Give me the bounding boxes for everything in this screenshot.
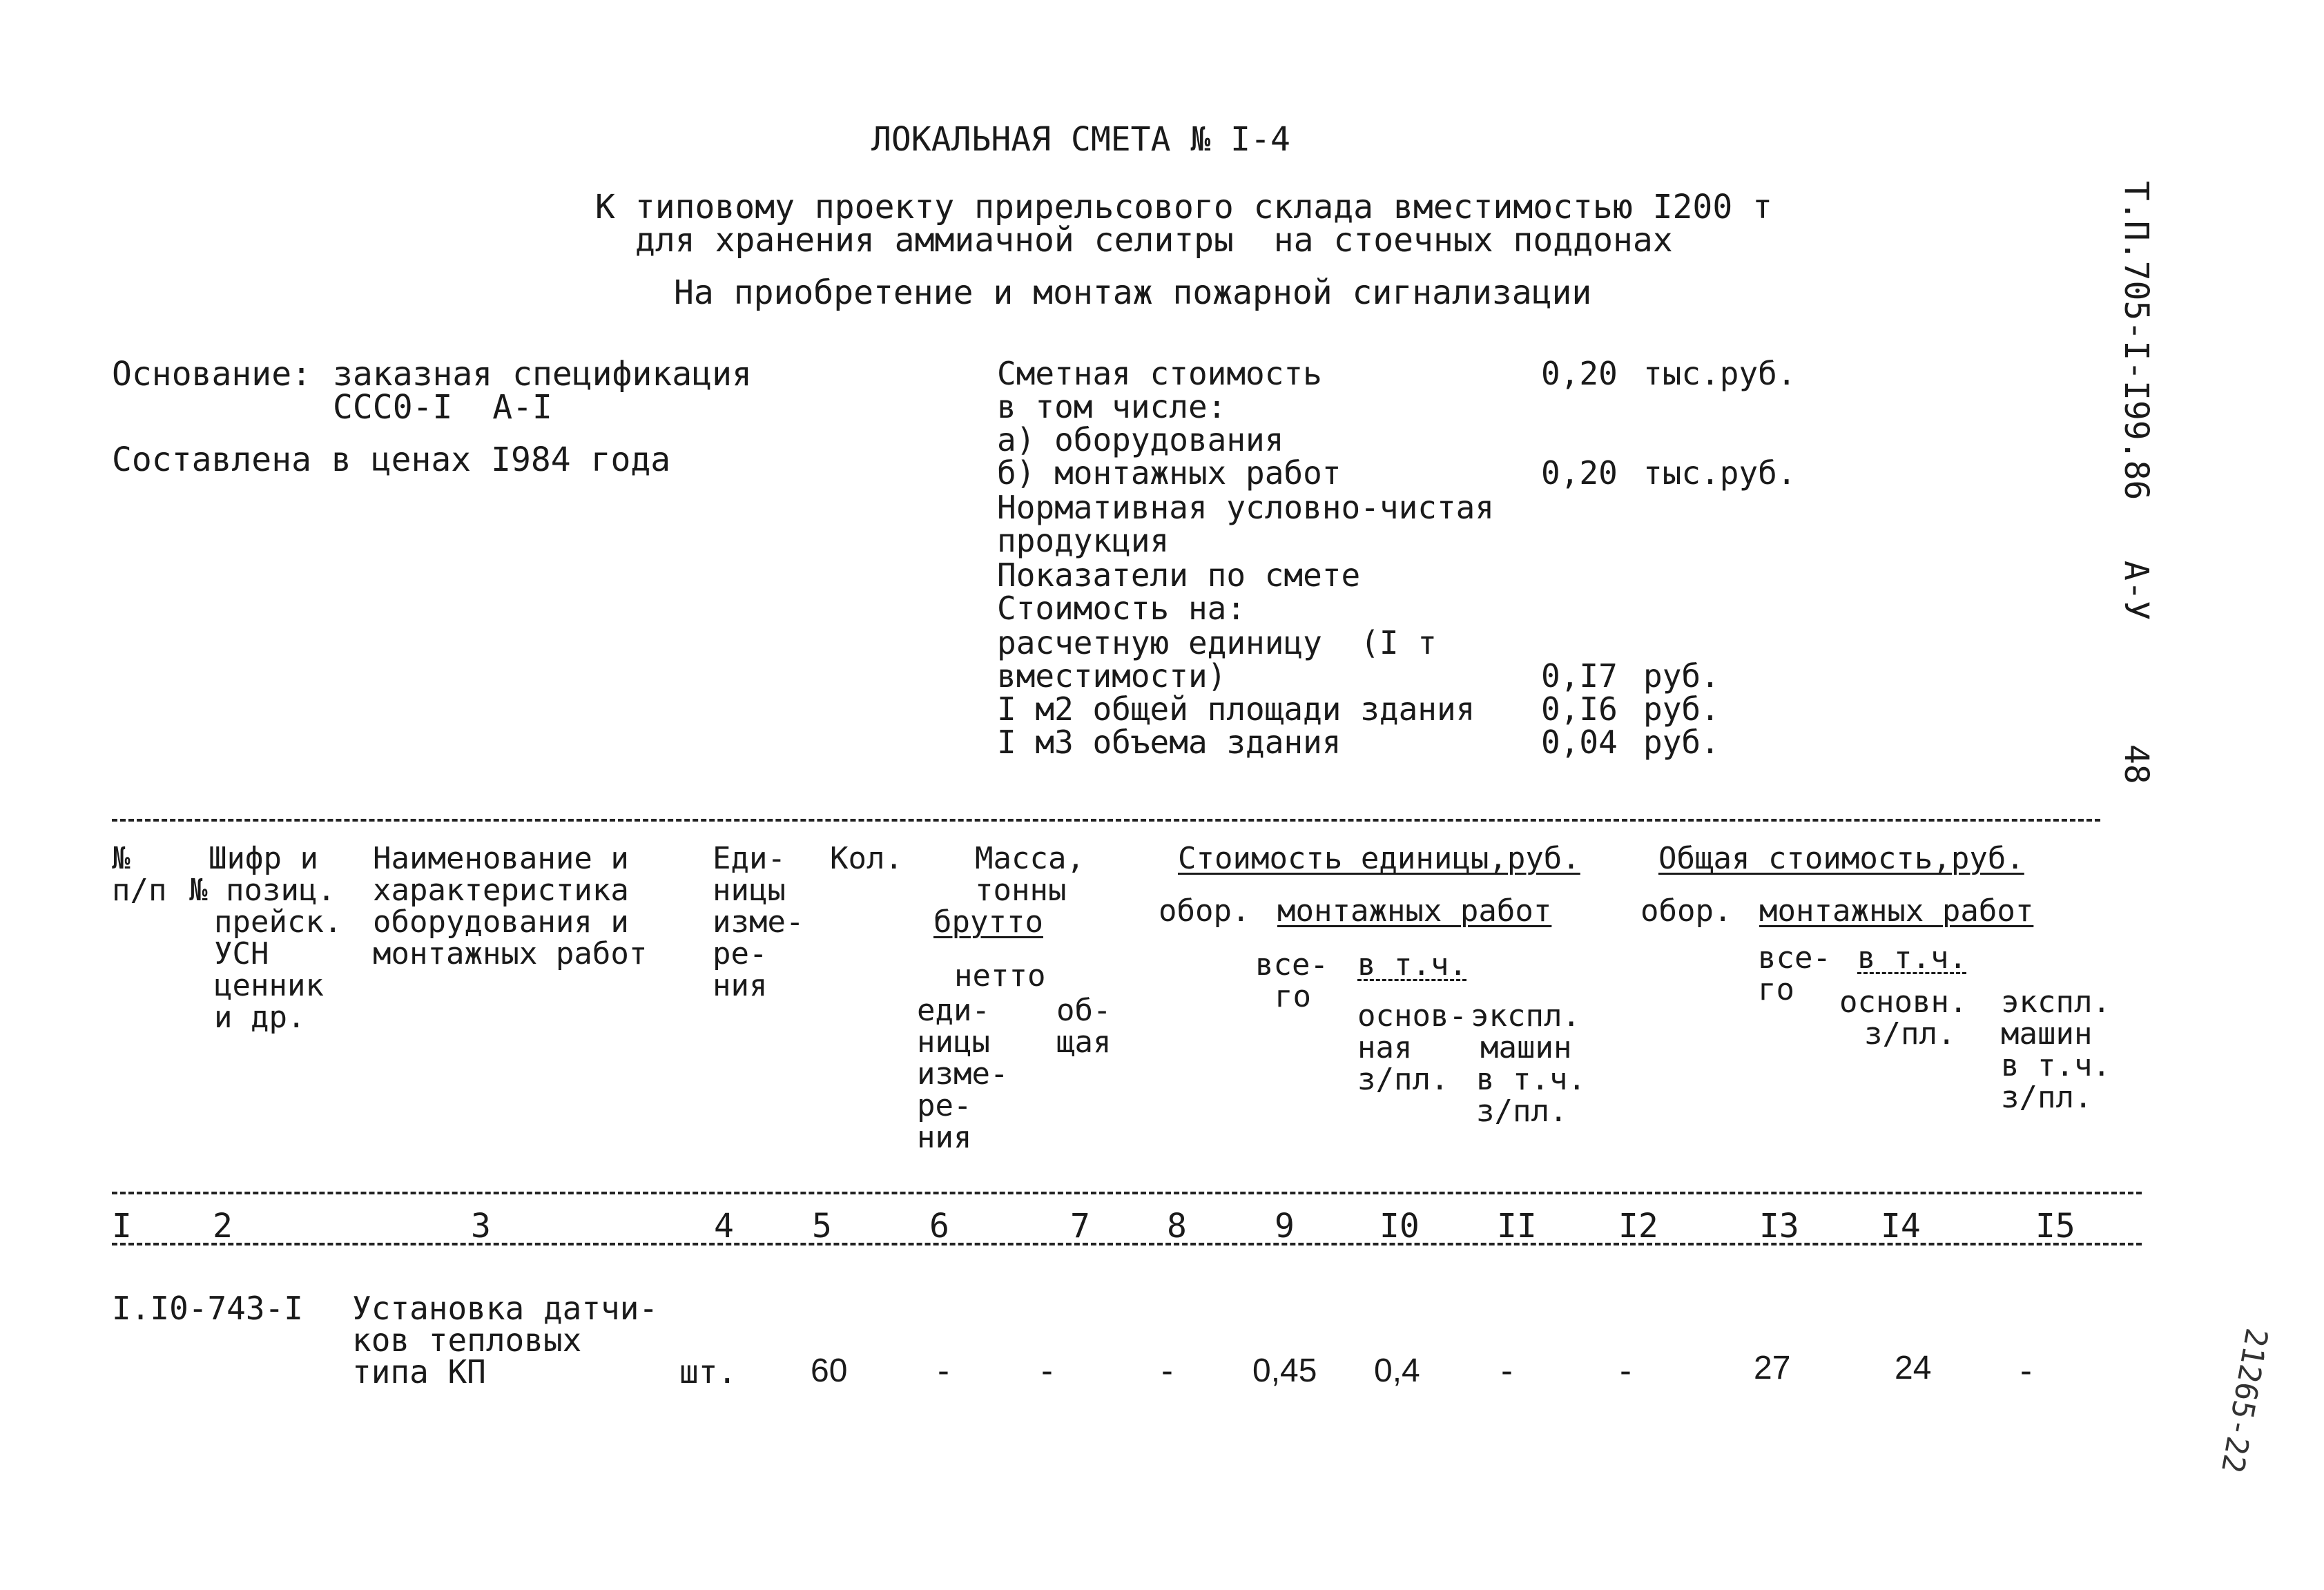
project-code-stamp: Т.П.705-I-I99.86 — [2117, 181, 2156, 501]
column-number: I0 — [1379, 1207, 1420, 1245]
installation-unit: тыс.руб. — [1643, 454, 1797, 492]
cost-line: Показатели по смете — [997, 556, 1361, 594]
total-machines-header: в т.ч. — [2001, 1048, 2111, 1083]
column-number: I3 — [1759, 1207, 1799, 1245]
prices-year: Составлена в ценах I984 года — [112, 440, 671, 479]
col3-header: характеристика — [373, 873, 629, 908]
unit-basic-header: з/пл. — [1357, 1062, 1449, 1097]
unit-incl-header: в т.ч. — [1357, 947, 1467, 982]
unit-install-header: монтажных работ — [1277, 893, 1552, 929]
col4-header: Еди- — [713, 841, 786, 876]
cost-line: Стоимость на: — [997, 590, 1246, 627]
column-number: I — [112, 1207, 132, 1245]
cost-line: продукция — [997, 522, 1170, 559]
column-numbers-dashed-line — [112, 1243, 2142, 1245]
column-number: 5 — [812, 1207, 832, 1245]
total-basic-header: з/пл. — [1864, 1016, 1956, 1051]
row-name-line: типа КП — [352, 1353, 486, 1390]
cost-line: I м3 объема здания — [997, 724, 1342, 761]
row-unit-basic-wage: 0,4 — [1374, 1353, 1420, 1389]
total-machines-header: з/пл. — [2001, 1080, 2093, 1115]
document-subtitle-2: для хранения аммиачной селитры на стоечных поддонах — [635, 221, 1673, 260]
column-number: I5 — [2035, 1207, 2075, 1245]
total-total-header: все- — [1758, 940, 1831, 976]
document-subtitle-3: На приобретение и монтаж пожарной сигнализации — [674, 273, 1592, 312]
row-unit-equipment: - — [1157, 1352, 1177, 1390]
total-basic-header: основн. — [1839, 985, 1968, 1020]
column-number: 3 — [471, 1207, 491, 1245]
col2-header: прейск. — [214, 904, 342, 940]
unit-machines-header: машин — [1480, 1030, 1572, 1065]
column-number: 8 — [1167, 1207, 1187, 1245]
total-equipment-header: обор. — [1640, 893, 1732, 929]
album-stamp: А-У — [2117, 561, 2156, 621]
row-code: I.I0-743-I — [112, 1290, 303, 1327]
installation-value: 0,20 — [1541, 454, 1618, 492]
row-name-line: ков тепловых — [352, 1321, 582, 1359]
col1-header: п/п — [112, 873, 167, 908]
row-total-machines: - — [2016, 1352, 2036, 1390]
basis-value: заказная спецификация — [333, 355, 752, 394]
mass-unit-header: ре- — [917, 1088, 972, 1123]
cost-line: расчетную единицу (I т — [997, 624, 1437, 661]
estimated-cost-unit: тыс.руб. — [1643, 355, 1797, 392]
unit-machines-header: в т.ч. — [1476, 1062, 1586, 1097]
column-number: 6 — [929, 1207, 949, 1245]
unit-machines-header: з/пл. — [1476, 1094, 1568, 1129]
column-number: 7 — [1070, 1207, 1090, 1245]
per-unit-value: 0,I7 — [1541, 657, 1618, 695]
col2-header: и др. — [214, 1000, 306, 1035]
row-total-equipment: - — [1616, 1352, 1636, 1390]
unit-total-header: го — [1275, 979, 1311, 1014]
cost-line: а) оборудования — [997, 421, 1284, 458]
unit-total-header: все- — [1255, 947, 1328, 982]
col4-header: ре- — [713, 936, 768, 971]
row-unit: шт. — [679, 1353, 737, 1390]
per-m3-value: 0,04 — [1541, 724, 1618, 761]
cost-line: Сметная стоимость — [997, 355, 1322, 392]
cost-line: I м2 общей площади здания — [997, 690, 1475, 728]
column-number: 2 — [213, 1207, 233, 1245]
basis-label: Основание: — [112, 355, 311, 394]
col4-header: ния — [713, 968, 768, 1003]
total-cost-header: Общая стоимость,руб. — [1658, 841, 2024, 876]
row-unit-install-total: 0,45 — [1252, 1353, 1317, 1389]
cost-line: вместимости) — [997, 657, 1227, 695]
mass-total-header: об- — [1056, 993, 1112, 1028]
mass-unit-header: изме- — [917, 1056, 1009, 1092]
col2-header: Шифр и — [209, 841, 318, 876]
col3-header: монтажных работ — [373, 936, 648, 971]
per-m2-unit: руб. — [1643, 690, 1720, 728]
mass-header: тонны — [975, 873, 1067, 908]
col4-header: ницы — [713, 873, 786, 908]
mass-total-header: щая — [1056, 1025, 1112, 1060]
col2-header: ценник — [214, 968, 324, 1003]
column-number: I2 — [1618, 1207, 1658, 1245]
mass-brutto: брутто — [933, 904, 1043, 940]
column-number: 9 — [1275, 1207, 1295, 1245]
col1-header: № — [112, 841, 130, 876]
unit-cost-header: Стоимость единицы,руб. — [1178, 841, 1580, 876]
row-mass-total: - — [1037, 1352, 1057, 1390]
col5-header: Кол. — [830, 841, 903, 876]
mass-header: Масса, — [975, 841, 1085, 876]
page-number: 48 — [2117, 744, 2156, 784]
document-subtitle-1: К типовому проекту прирельсового склада вместимостью I200 т — [595, 188, 1773, 226]
column-number: II — [1497, 1207, 1537, 1245]
col2-header: УСН — [214, 936, 269, 971]
col3-header: оборудования и — [373, 904, 629, 940]
cost-line: в том числе: — [997, 388, 1227, 425]
unit-machines-header: экспл. — [1471, 998, 1580, 1034]
per-m2-value: 0,I6 — [1541, 690, 1618, 728]
per-unit-unit: руб. — [1643, 657, 1720, 695]
total-machines-header: экспл. — [2001, 985, 2111, 1020]
column-number: 4 — [714, 1207, 734, 1245]
per-m3-unit: руб. — [1643, 724, 1720, 761]
document-title: ЛОКАЛЬНАЯ СМЕТА № I-4 — [871, 120, 1290, 159]
unit-basic-header: основ- — [1357, 998, 1467, 1034]
row-unit-machines: - — [1497, 1352, 1517, 1390]
table-top-dashed-line — [112, 819, 2100, 822]
total-install-header: монтажных работ — [1759, 893, 2034, 929]
mass-unit-header: ницы — [917, 1025, 990, 1060]
cost-line: Нормативная условно-чистая — [997, 489, 1495, 526]
basis-value-2: ССС0-I A-I — [333, 388, 552, 427]
total-total-header: го — [1758, 972, 1794, 1007]
row-total-basic-wage: 24 — [1895, 1350, 1932, 1386]
header-bottom-dashed-line — [112, 1192, 2142, 1194]
total-incl-header: в т.ч. — [1857, 940, 1967, 976]
row-total-install: 27 — [1754, 1350, 1791, 1386]
row-mass-unit: - — [933, 1352, 953, 1390]
cost-line: б) монтажных работ — [997, 454, 1342, 492]
col3-header: Наименование и — [373, 841, 629, 876]
row-quantity: 60 — [811, 1353, 848, 1389]
row-name-line: Установка датчи- — [352, 1290, 659, 1327]
handwritten-number: 21265-22 — [2214, 1325, 2274, 1476]
mass-unit-header: ния — [917, 1120, 972, 1155]
col2-header: № позиц. — [189, 873, 336, 908]
mass-unit-header: еди- — [917, 993, 990, 1028]
col4-header: изме- — [713, 904, 804, 940]
unit-equipment-header: обор. — [1159, 893, 1250, 929]
estimated-cost-value: 0,20 — [1541, 355, 1618, 392]
unit-basic-header: ная — [1357, 1030, 1413, 1065]
total-machines-header: машин — [2001, 1016, 2093, 1051]
column-number: I4 — [1881, 1207, 1921, 1245]
mass-netto: нетто — [954, 958, 1046, 993]
